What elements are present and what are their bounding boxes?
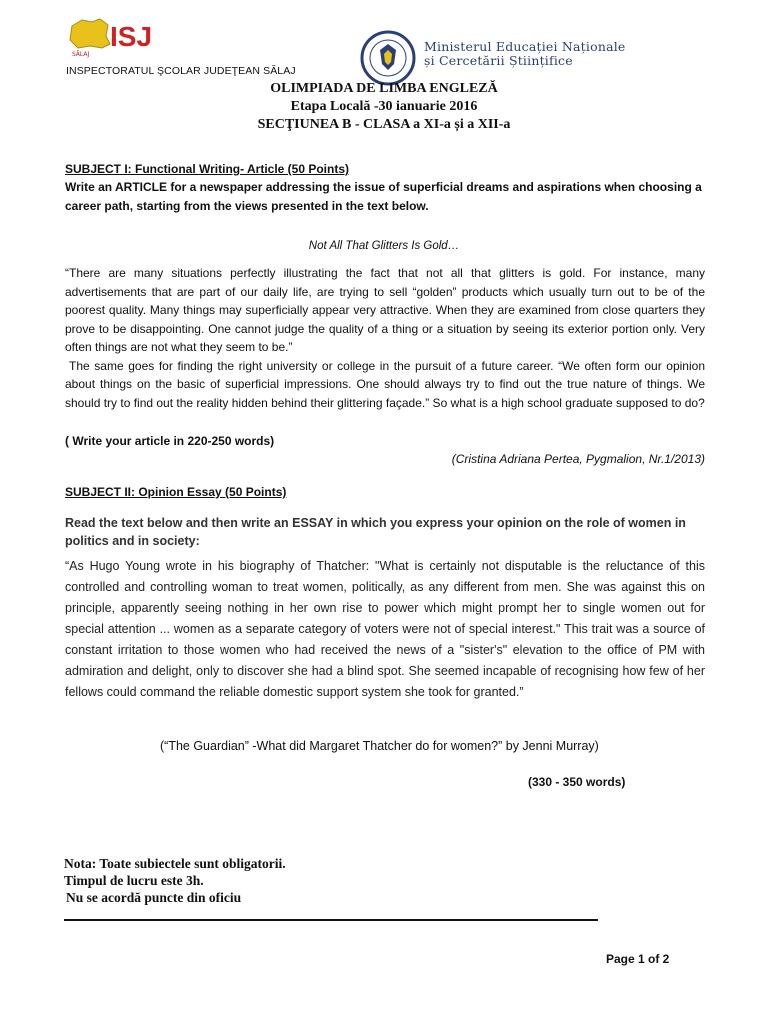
divider-line <box>64 919 598 921</box>
subject-1-text-title: Not All That Glitters Is Gold… <box>308 240 460 252</box>
ministry-line-1: Ministerul Educației Naționale <box>424 39 626 54</box>
subject-2-quote: “As Hugo Young wrote in his biography of Thatcher: "What is certainly not disputable is the reluctance of this controlled and controlling woman to treat women, politically, as any different from men. She was against this on principle, apparently seeing nothing in her own rise to power which might prompt her to single women out for special attention ... women as a separate category of voters were not of special interest." This trait was a source of constant irritation to those women who had received the news of a "sister's" elevation to the office of PM with admiration and delight, only to discover she had a blind spot. She seemed incapable of recognising how few of her fellows could command the reliable domestic support system she took for granted.” <box>65 559 705 699</box>
subject-1-source: (Cristina Adriana Pertea, Pygmalion, Nr.1/2013) <box>451 452 705 466</box>
isj-logo <box>66 16 156 60</box>
page-number: Page 1 of 2 <box>606 952 670 966</box>
subject-2-task: Read the text below and then write an ESSAY in which you express your opinion on the role of women in politics and in society: <box>65 516 686 548</box>
subject-1-quote-paragraph-1: “There are many situations perfectly illustrating the fact that not all that glitters is gold. For instance, many advertisements that are part of our daily life, are trying to sell “golden” products which usually turn out to be of the poorest quality. Many things may superficially appear very attractive. When they are examined from close quarters they prove to be disappointing. One cannot judge the quality of a thing or a situation by seeing its exterior portion only. Very often things are not what they seem to be.” <box>65 266 705 354</box>
government-seal-logo <box>360 30 416 86</box>
subject-1-quote-paragraph-2: The same goes for finding the right university or college in the pursuit of a future career. “We often form our opinion about things on the basic of superficial impressions. One should always try to find out the true nature of things. We should try to find out the reality hidden behind their glittering façade.” So what is a high school graduate supposed to do? <box>65 358 705 410</box>
subject-1-task: Write an ARTICLE for a newspaper addressing the issue of superficial dreams and aspirations when choosing a career path, starting from the views presented in the text below. <box>65 180 702 213</box>
subject-1-heading: SUBJECT I: Functional Writing- Article (50 Points) <box>65 162 350 176</box>
note-time: Timpul de lucru este 3h. <box>64 873 204 888</box>
note-mandatory: Nota: Toate subiectele sunt obligatorii. <box>64 856 286 871</box>
subject-2-word-count: (330 - 350 words) <box>528 775 626 789</box>
inspectorate-name: INSPECTORATUL ŞCOLAR JUDEŢEAN SĂLAJ <box>66 65 296 77</box>
subject-1-quote <box>65 264 705 412</box>
subject-1-word-count: ( Write your article in 220-250 words) <box>65 434 275 448</box>
document-section: SECŢIUNEA B - CLASA a XI-a și a XII-a <box>257 117 511 132</box>
ministry-name <box>424 40 684 68</box>
document-title: OLIMPIADA DE LIMBA ENGLEZĂ <box>270 81 498 96</box>
subject-2-heading: SUBJECT II: Opinion Essay (50 Points) <box>65 485 287 499</box>
note-no-free-points: Nu se acordă puncte din oficiu <box>66 890 242 905</box>
subject-2-source: (“The Guardian” -What did Margaret Thatcher do for women?” by Jenni Murray) <box>160 739 599 753</box>
document-stage: Etapa Locală -30 ianuarie 2016 <box>290 99 478 114</box>
isj-logo-text: ISJ <box>110 21 153 52</box>
ministry-line-2: și Cercetării Științifice <box>424 53 573 68</box>
isj-logo-sub: SĂLAJ <box>72 51 90 58</box>
